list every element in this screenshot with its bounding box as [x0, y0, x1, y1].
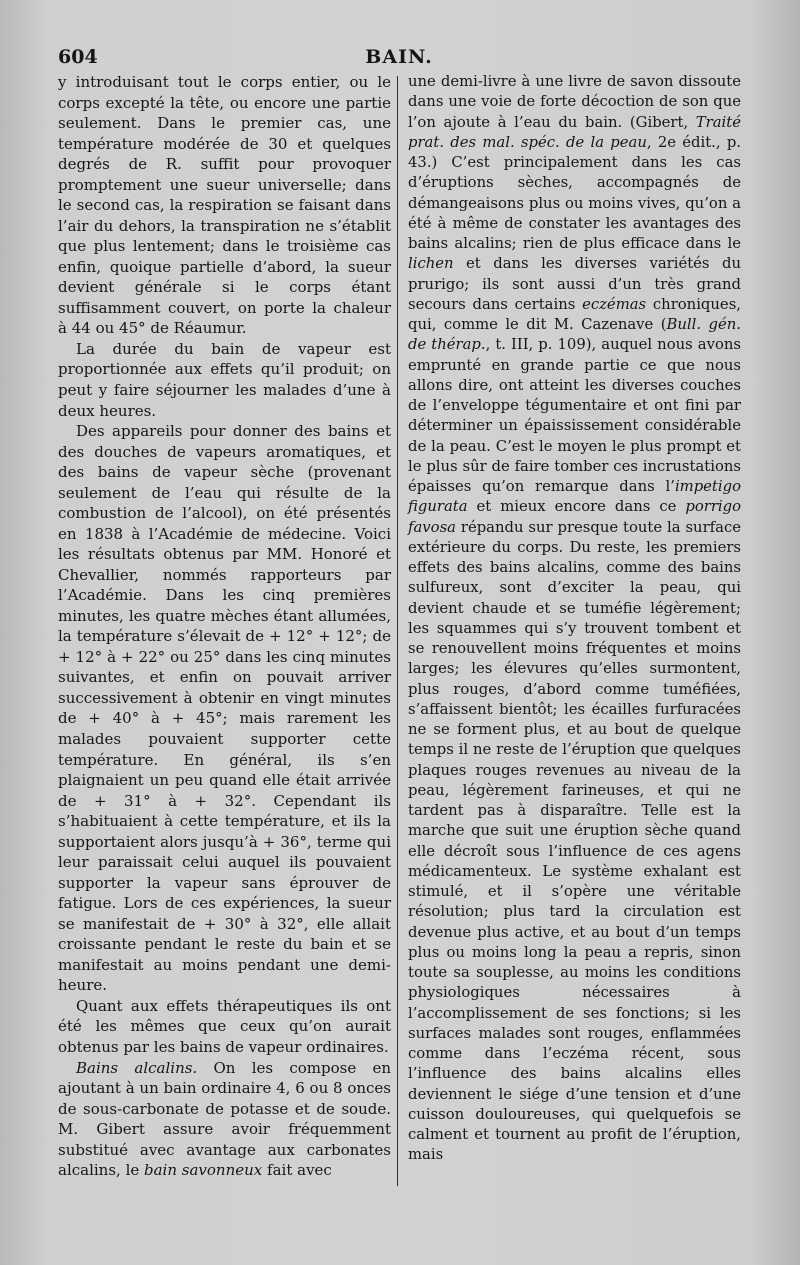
column-divider [397, 76, 398, 1186]
paragraph: La durée du bain de vapeur est proportionnée aux effets qu’il produit; on peut y faire séjourner les malades d’une à deux heures. [58, 339, 391, 420]
italic-term: eczémas [582, 295, 647, 313]
italic-term: porrigo favosa [408, 498, 741, 536]
italic-citation: Traité prat. des mal. spéc. de la peau [408, 113, 741, 151]
paragraph: y introduisant tout le corps entier, ou le corps excepté la tête, ou encore une partie seulement. Dans le premier cas, une température modérée de 30 et quelques degrés de R. suffit pour provoquer promptement une sueur universelle; dans le second cas, la respiration se faisant dans l’air du dehors, la transpiration ne s’établit que plus lentement; dans le troisième cas enfin, quoique partielle d’abord, la sueur devient générale si le corps étant suffisamment couvert, on porte la chaleur à 44 ou 45° de Réaumur. [58, 73, 391, 338]
italic-term: bain savonneux [144, 1161, 263, 1180]
paragraph: Quant aux effets thérapeutiques ils ont été les mêmes que ceux qu’on aurait obtenus par les bains de vapeur ordinaires. [58, 996, 391, 1056]
italic-term: lichen [408, 255, 454, 273]
section-heading: Bains alcalins. [76, 1058, 198, 1077]
paragraph: une demi-livre à une livre de savon dissoute dans une voie de forte décoction de son que l’on ajoute à l’eau du bain. (Gibert, Traité prat. des mal. spéc. de la peau, 2e édit., p. 43.) C’est principalement dans les cas d’éruptions sèches, accompagnés de démangeaisons plus ou moins vives, qu’on a été à même de constater les avantages des bains alcalins; rien de plus efficace dans le lichen et dans les diverses variétés du prurigo; ils sont aussi d’un très grand secours dans certains eczémas chroniques, qui, comme le dit M. Cazenave (Bull. gén. de thérap., t. III, p. 109), auquel nous avons emprunté en grande partie ce que nous allons dire, ont atteint les diverses couches de l’enveloppe tégumentaire et ont fini par déterminer un épaississement considérable de la peau. C’est le moyen le plus prompt et le plus sûr de faire tomber ces incrustations épaisses qu’on remarque dans l’impetigo figurata et mieux encore dans ce porrigo favosa répandu sur presque toute la surface extérieure du corps. Du reste, les premiers effets des bains alcalins, comme des bains sulfureux, sont d’exciter la peau, qui devient chaude et se tuméfie légèrement; les squammes qui s’y trouvent tombent et se renouvellent moins fréquentes et moins larges; les élevures qu’elles surmontent, plus rouges, d’abord comme tuméfiées, s’affaissent bientôt; les écailles furfuracées ne se forment plus, et au bout de quelque temps il ne reste de l’éruption que quelques plaques rouges revenues au niveau de la peau, légèrement farineuses, et qui ne tardent pas à disparaître. Telle est la marche que suit une éruption sèche quand elle décroît sous l’influence de ces agens médicamenteux. Le système exhalant est stimulé, et il s’opère une véritable résolution; plus tard la circulation est devenue plus active, et au bout d’un temps plus ou moins long la peau a repris, sinon toute sa souplesse, au moins les conditions physiologiques nécessaires à l’accomplissement de ses fonctions; si les surfaces malades sont rouges, enflammées comme dans l’eczéma récent, sous l’influence des bains alcalins elles deviennent le siége d’une tension et d’une cuisson douloureuses, qui quelquefois se calment et tournent au profit de l’éruption, mais [408, 73, 741, 1164]
running-head: BAIN. [365, 46, 433, 68]
page-header [58, 44, 740, 74]
right-column [408, 72, 741, 1166]
italic-term: impetigo figurata [408, 478, 741, 516]
left-column [58, 72, 391, 1181]
italic-citation: Bull. gén. de thérap. [408, 316, 741, 354]
page-number: 604 [58, 46, 98, 68]
paragraph-bains-alcalins: Bains alcalins. On les compose en ajoutant à un bain ordinaire 4, 6 ou 8 onces de sous-carbonate de potasse et de soude. M. Gibert assure avoir fréquemment substitué avec avantage aux carbonates alcalins, le bain savonneux fait avec [58, 1058, 391, 1180]
paragraph: Des appareils pour donner des bains et des douches de vapeurs aromatiques, et des bains de vapeur sèche (provenant seulement de l’eau qui résulte de la combustion de l’alcool), on été présentés en 1838 à l’Académie de médecine. Voici les résultats obtenus par MM. Honoré et Chevallier, nommés rapporteurs par l’Académie. Dans les cinq premières minutes, les quatre mèches étant allumées, la température s’élevait de + 12° + 12°; de + 12° à + 22° ou 25° dans les cinq minutes suivantes, et enfin on pouvait arriver successivement à obtenir en vingt minutes de + 40° à + 45°; mais rarement les malades pouvaient supporter cette température. En général, ils s’en plaignaient un peu quand elle était arrivée de + 31° à + 32°. Cependant ils s’habituaient à cette température, et ils la supportaient alors jusqu’à + 36°, terme qui leur paraissait celui auquel ils pouvaient supporter la vapeur sans éprouver de fatigue. Lors de ces expériences, la sueur se manifestait de + 30° à 32°, elle allait croissante pendant le reste du bain et se manifestait au moins pendant une demi-heure. [58, 422, 391, 995]
